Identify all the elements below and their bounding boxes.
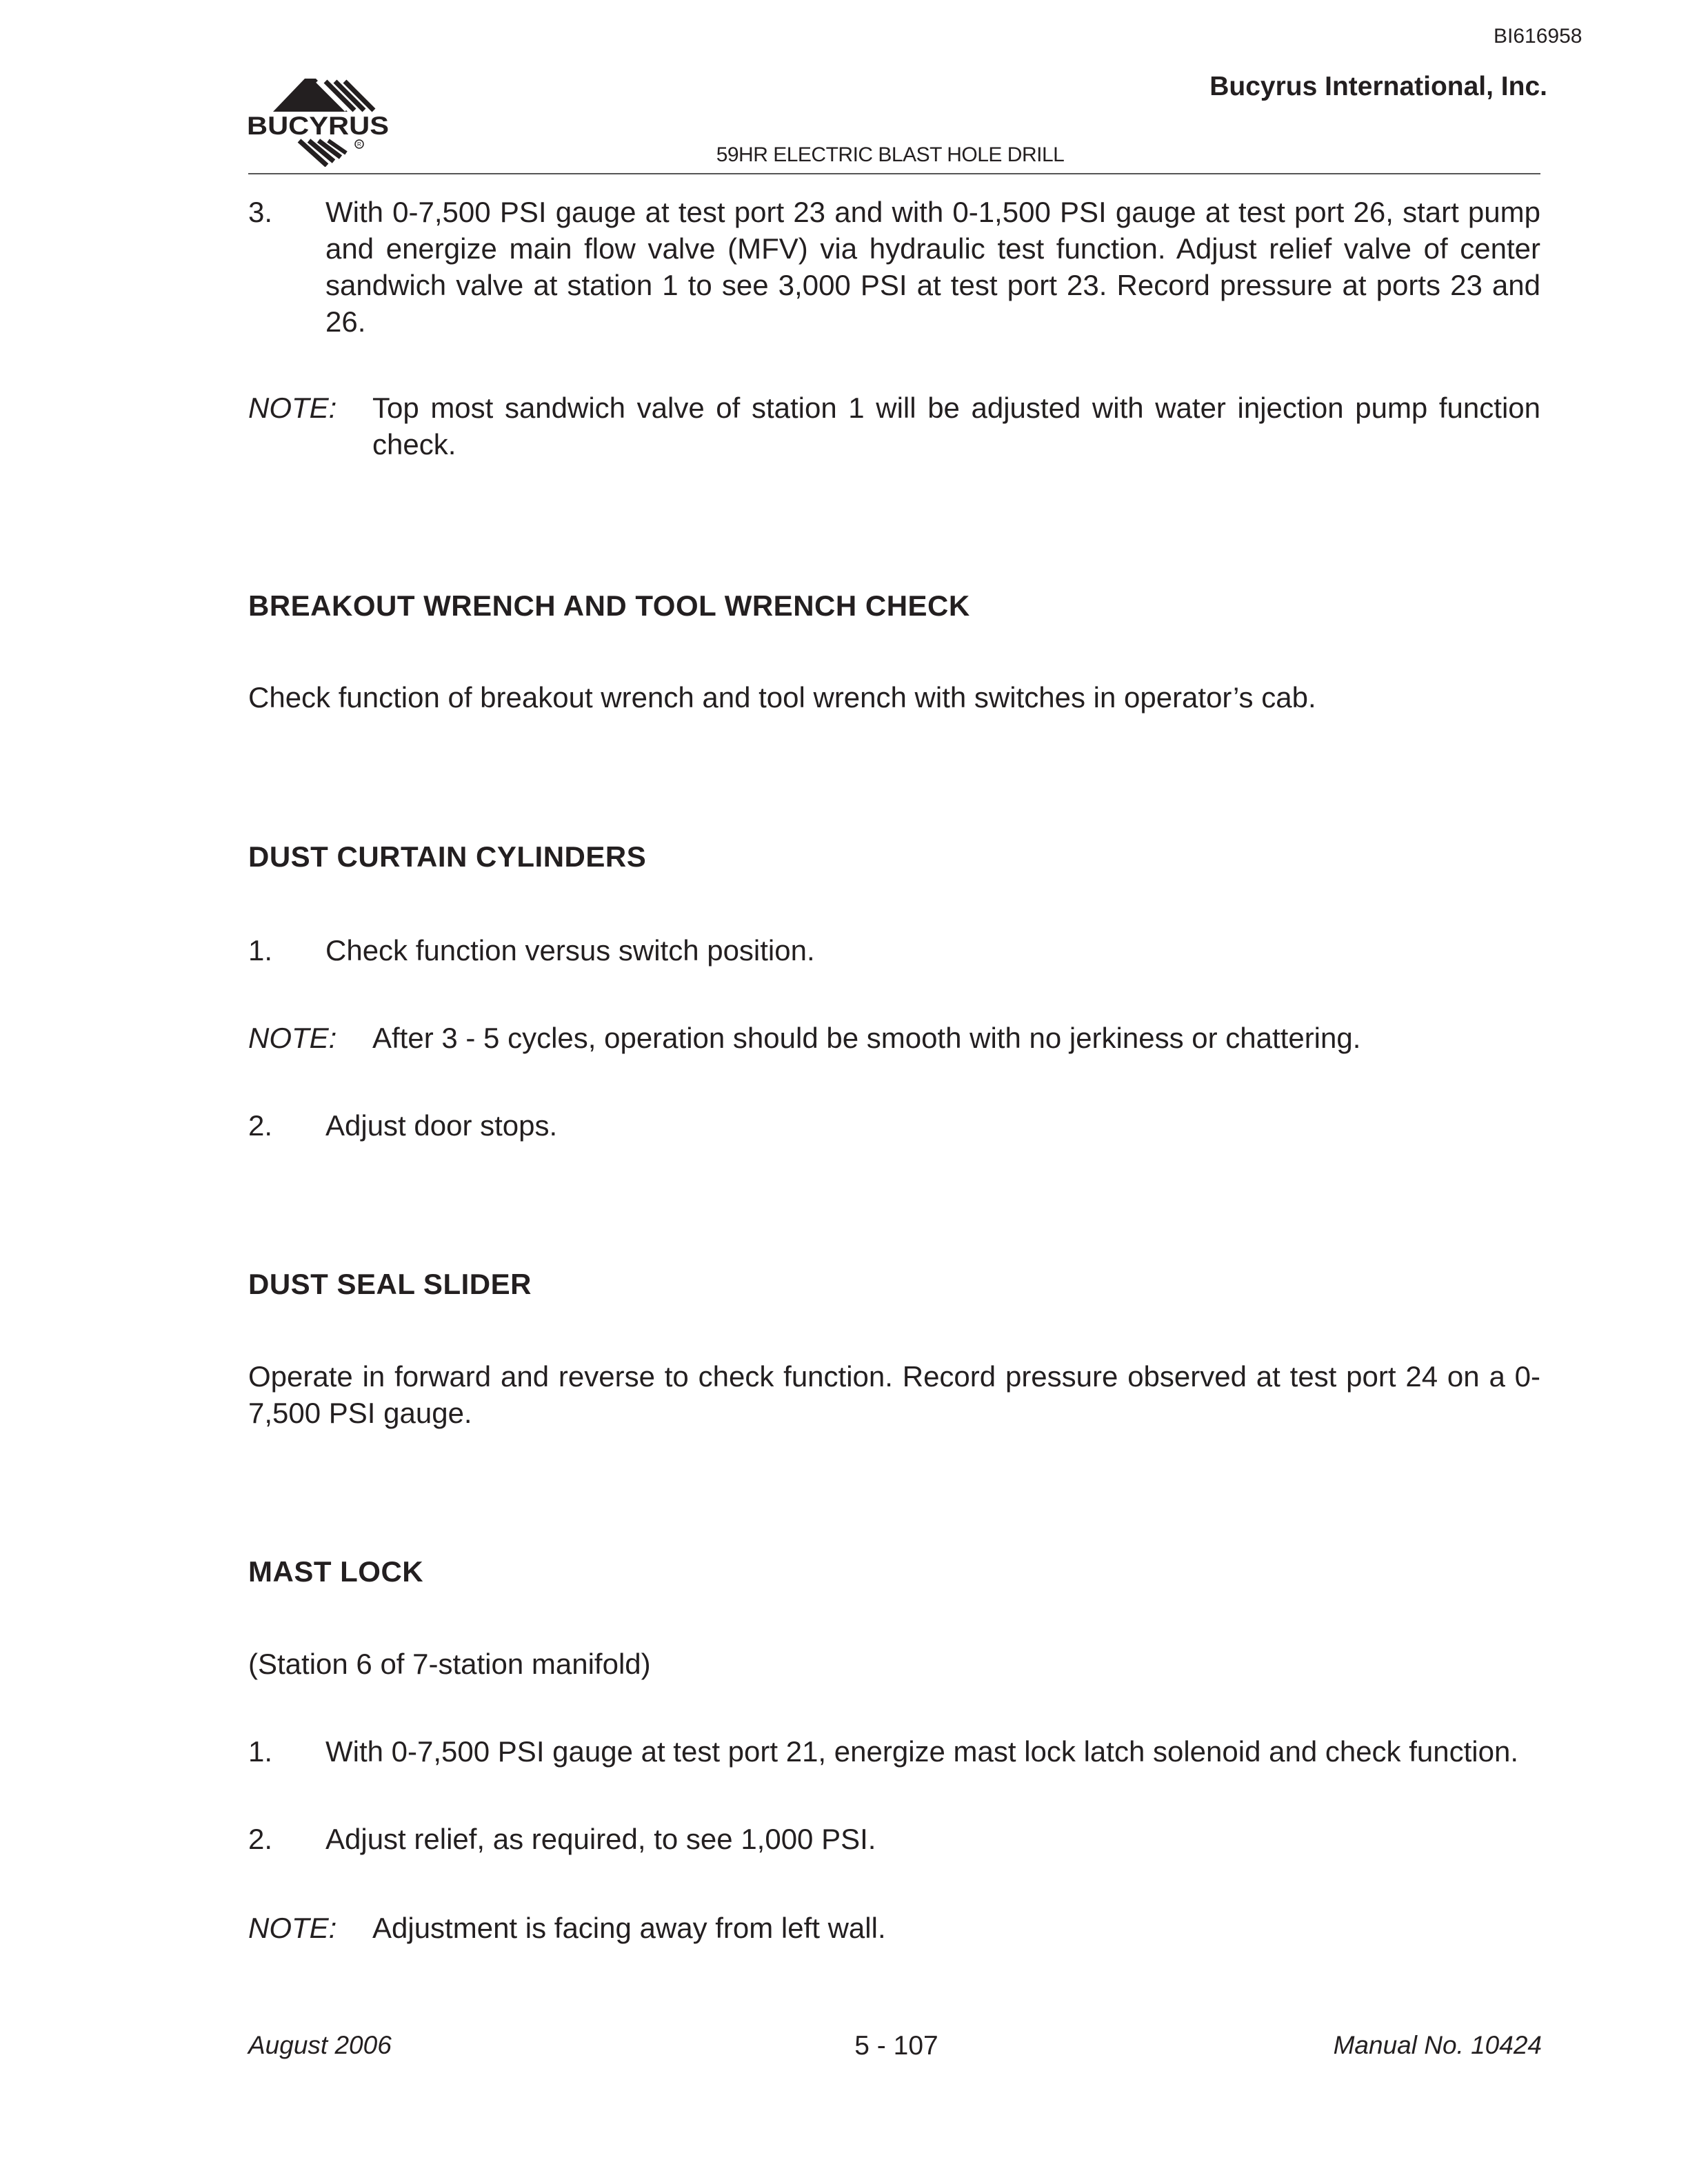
heading-breakout-wrench: BREAKOUT WRENCH AND TOOL WRENCH CHECK <box>248 589 970 622</box>
svg-text:BUCYRUS: BUCYRUS <box>247 112 389 140</box>
note-text: Top most sandwich valve of station 1 will be adjusted with water injection pump function check. <box>372 392 1540 461</box>
company-name: Bucyrus International, Inc. <box>1209 72 1547 101</box>
breakout-wrench-text: Check function of breakout wrench and tool wrench with switches in operator’s cab. <box>248 681 1316 714</box>
step-number: 2. <box>248 1823 273 1855</box>
note-text: Adjustment is facing away from left wall. <box>372 1912 886 1944</box>
document-id: BI616958 <box>1494 25 1582 48</box>
note-label: NOTE: <box>248 1022 337 1054</box>
dust-curtain-note <box>248 1020 1540 1056</box>
heading-dust-seal: DUST SEAL SLIDER <box>248 1268 532 1300</box>
step-text: Adjust relief, as required, to see 1,000 PSI. <box>325 1823 876 1855</box>
footer-date: August 2006 <box>248 2031 392 2059</box>
mast-lock-subtext: (Station 6 of 7-station manifold) <box>248 1648 651 1680</box>
step-text: Check function versus switch position. <box>325 934 815 967</box>
footer-manual-number: Manual No. 10424 <box>1333 2031 1542 2059</box>
footer-page-number: 5 - 107 <box>854 2031 938 2061</box>
step-number: 2. <box>248 1109 273 1142</box>
svg-text:R: R <box>357 141 361 148</box>
mast-lock-step-1 <box>248 1733 1540 1770</box>
mast-lock-note <box>248 1910 1540 1946</box>
heading-mast-lock: MAST LOCK <box>248 1555 424 1588</box>
intro-step-3 <box>248 194 1540 340</box>
note-label: NOTE: <box>248 1912 337 1944</box>
step-number: 1. <box>248 934 273 967</box>
note-text: After 3 - 5 cycles, operation should be smooth with no jerkiness or chattering. <box>372 1022 1361 1054</box>
dust-curtain-step-1 <box>248 932 1540 969</box>
dust-curtain-step-2 <box>248 1107 1540 1144</box>
header-divider <box>248 173 1540 174</box>
document-subtitle: 59HR ELECTRIC BLAST HOLE DRILL <box>716 143 1065 166</box>
intro-note <box>248 390 1540 463</box>
step-text: With 0-7,500 PSI gauge at test port 23 and with 0-1,500 PSI gauge at test port 26, start pump and energize main flow valve (MFV) via hydraulic test function. Adjust relief valve of center sandwich valve at station 1 to see 3,000 PSI at test port 23. Record pressure at ports 23 and 26. <box>325 196 1540 338</box>
step-text: Adjust door stops. <box>325 1109 558 1142</box>
dust-seal-text: Operate in forward and reverse to check function. Record pressure observed at test port 24 on a 0-7,500 PSI gauge. <box>248 1360 1540 1429</box>
note-label: NOTE: <box>248 392 337 424</box>
step-number: 1. <box>248 1735 273 1768</box>
step-number: 3. <box>248 196 273 228</box>
heading-dust-curtain: DUST CURTAIN CYLINDERS <box>248 840 647 873</box>
step-text: With 0-7,500 PSI gauge at test port 21, energize mast lock latch solenoid and check function. <box>325 1735 1518 1768</box>
mast-lock-step-2 <box>248 1821 1540 1857</box>
